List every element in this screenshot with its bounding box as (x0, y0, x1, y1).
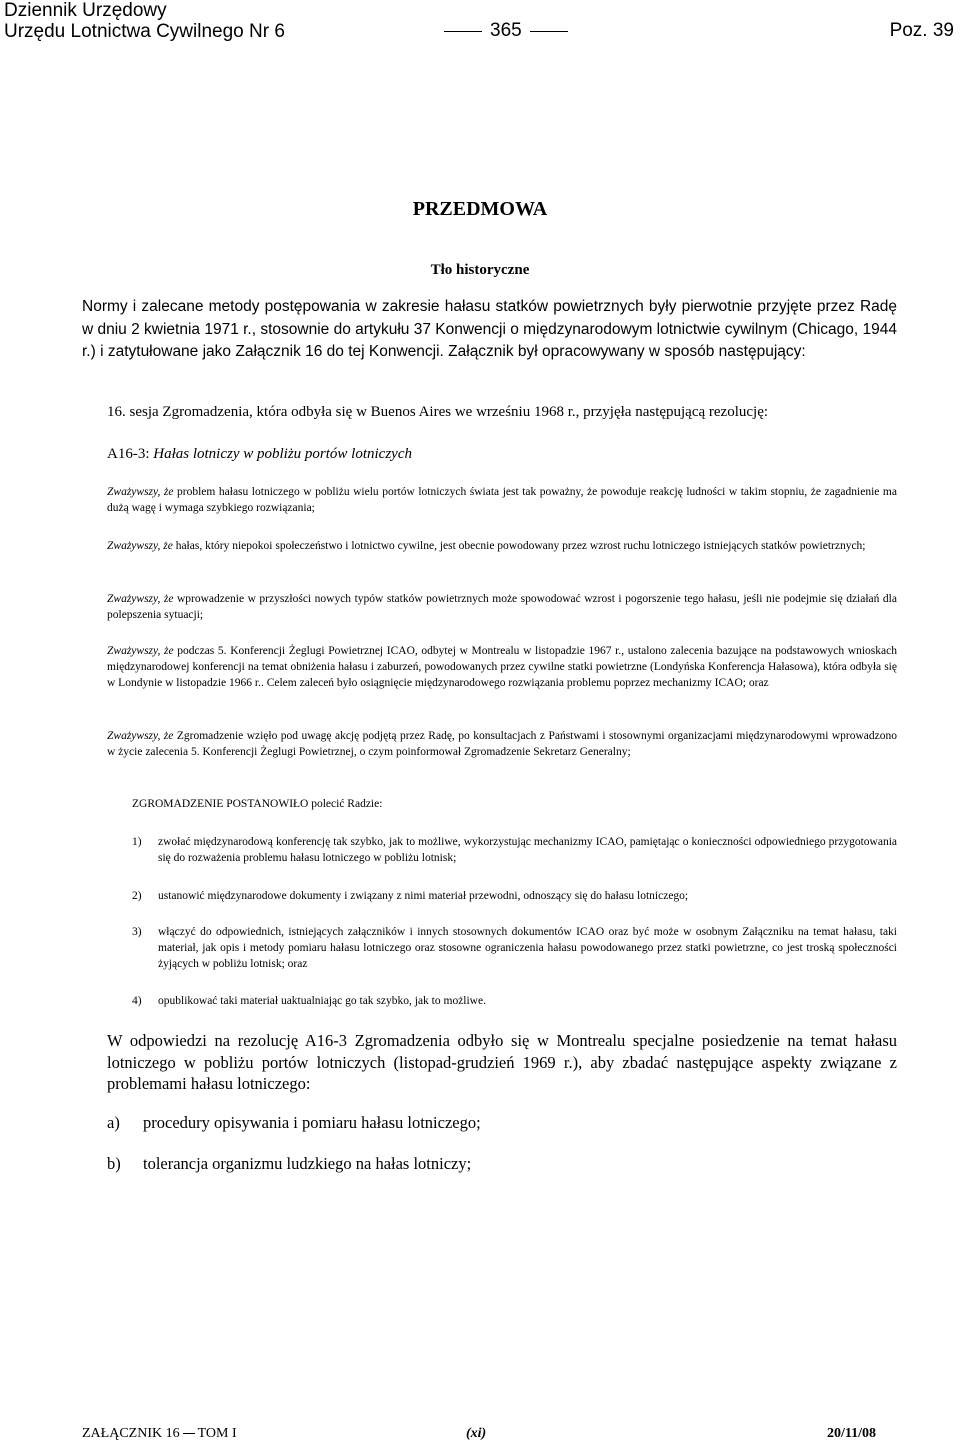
journal-header (4, 0, 285, 42)
journal-issue: Urzędu Lotnictwa Cywilnego Nr 6 (4, 21, 285, 42)
aspect-item (107, 1153, 471, 1175)
whereas-lead: Zważywszy, że (107, 486, 174, 498)
whereas-text: problem hałasu lotniczego w pobliżu wielu portów lotniczych świata jest tak poważny, że powoduje reakcję ludności w takim stopniu, że zagadnienie ma dużą wagę i wymaga szybkiego rozwiązania; (107, 486, 897, 514)
footer-annex (82, 1426, 237, 1442)
whereas-lead: Zważywszy, że (107, 593, 174, 605)
whereas-clause (107, 728, 897, 760)
whereas-lead: Zważywszy, że (107, 540, 173, 552)
whereas-clause (107, 538, 897, 554)
whereas-text: Zgromadzenie wzięło pod uwagę akcję podjętą przez Radę, po konsultacjach z Państwami i stosownymi organizacjami międzynarodowymi wprowadzono w życie zalecenia 5. Konferencji Żeglugi Powietrznej, o czym poinformował Zgromadzenie Sekretarz Generalny; (107, 730, 897, 758)
aspect-text: tolerancja organizmu ludzkiego na hałas lotniczy; (143, 1154, 472, 1173)
dash-left (444, 31, 482, 32)
whereas-clause (107, 484, 897, 516)
whereas-text: hałas, który niepokoi społeczeństwo i lotnictwo cywilne, jest obecnie powodowany przez wzrost ruchu lotniczego istniejących statków powietrznych; (172, 540, 866, 552)
list-text: włączyć do odpowiednich, istniejących załączników i innych stosownych dokumentów ICAO oraz być może w osobnym Załączniku na temat hałasu, taki materiał, jak opis i metody pomiaru hałasu lotniczego oraz stosowne ograniczenia hałasu powodowanego przez statki powietrzne, co jest troską społeczności żyjących w pobliżu lotnisk; oraz (158, 926, 897, 970)
footer-volume: TOM I (197, 1426, 237, 1441)
whereas-text: wprowadzenie w przyszłości nowych typów statków powietrznych może spowodować wzrost i pogorszenie tego hałasu, jeśli nie podejmie się działań dla polepszenia sytuacji; (107, 593, 897, 621)
list-item (132, 924, 897, 972)
journal-name: Dziennik Urzędowy (4, 0, 167, 21)
resolved-heading: ZGROMADZENIE POSTANOWIŁO polecić Radzie: (132, 798, 383, 810)
dash-right (530, 31, 568, 32)
aspect-text: procedury opisywania i pomiaru hałasu lotniczego; (143, 1113, 481, 1132)
list-text: opublikować taki materiał uaktualniając go tak szybko, jak to możliwe. (158, 995, 486, 1007)
resolution-title (107, 444, 897, 464)
aspect-item (107, 1112, 481, 1134)
list-item (132, 834, 897, 866)
intro-paragraph: Normy i zalecane metody postępowania w zakresie hałasu statków powietrznych były pierwotnie przyjęte przez Radę w dniu 2 kwietnia 1971 r., stosownie do artykułu 37 Konwencji o międzynarodowym lotnictwie cywilnym (Chicago, 1944 r.) i zatytułowane jako Załącznik 16 do tej Konwencji. Załącznik był opracowywany w sposób następujący: (82, 298, 898, 360)
page-number-marker (436, 20, 576, 42)
list-text: zwołać międzynarodową konferencję tak szybko, jak to możliwe, wykorzystując mechanizmy ICAO, pamiętając o konieczności odpowiedniego przygotowania się do rozważenia problemu hałasu lotniczego w pobliżu lotnisk; (158, 836, 897, 864)
response-paragraph: W odpowiedzi na rezolucję A16-3 Zgromadzenia odbyło się w Montrealu specjalne posiedzenie na temat hałasu lotniczego w pobliżu portów lotniczych (listopad-grudzień 1969 r.), aby zbadać następujące aspekty związane z problemami hałasu lotniczego: (107, 1031, 897, 1093)
footer-dash (183, 1433, 195, 1434)
footer-page-roman: (xi) (466, 1426, 487, 1441)
list-number: 2) (132, 890, 142, 902)
session-paragraph: 16. sesja Zgromadzenia, która odbyła się w Buenos Aires we wrześniu 1968 r., przyjęła następującą rezolucję: (107, 404, 769, 420)
list-text: ustanowić międzynarodowe dokumenty i związany z nimi materiał przewodni, odnoszący się do hałasu lotniczego; (158, 890, 689, 902)
resolution-code: A16-3: (107, 446, 150, 462)
list-item (132, 888, 897, 904)
position-number: Poz. 39 (889, 20, 954, 41)
aspect-label: a) (107, 1113, 120, 1132)
whereas-clause (107, 591, 897, 623)
whereas-text: podczas 5. Konferencji Żeglugi Powietrznej ICAO, odbytej w Montrealu w listopadzie 1967 r., ustalono zalecenia bazujące na podstawowych wnioskach międzynarodowej konferencji na temat obniżenia hałasu i zaburzeń, powodowanych przez cywilne statki powietrzne (Londyńska Konferencja Hałasowa), która odbyła się w Londynie w listopadzie 1966 r.. Celem zaleceń było osiągnięcie międzynarodowego rozwiązania problemu poprzez mechanizmy ICAO; oraz (107, 645, 897, 689)
page-number: 365 (490, 20, 522, 41)
whereas-lead: Zważywszy, że (107, 645, 174, 657)
whereas-clause (107, 643, 897, 691)
footer-annex-name: ZAŁĄCZNIK 16 (82, 1426, 180, 1441)
list-number: 1) (132, 836, 142, 848)
footer-date: 20/11/08 (826, 1426, 876, 1441)
section-subtitle: Tło historyczne (430, 262, 530, 278)
aspect-label: b) (107, 1154, 121, 1173)
list-number: 3) (132, 926, 142, 938)
page-title: PRZEDMOWA (412, 198, 548, 220)
list-number: 4) (132, 995, 142, 1007)
whereas-lead: Zważywszy, że (107, 730, 174, 742)
resolution-name: Hałas lotniczy w pobliżu portów lotniczych (153, 446, 412, 462)
list-item (132, 993, 897, 1009)
